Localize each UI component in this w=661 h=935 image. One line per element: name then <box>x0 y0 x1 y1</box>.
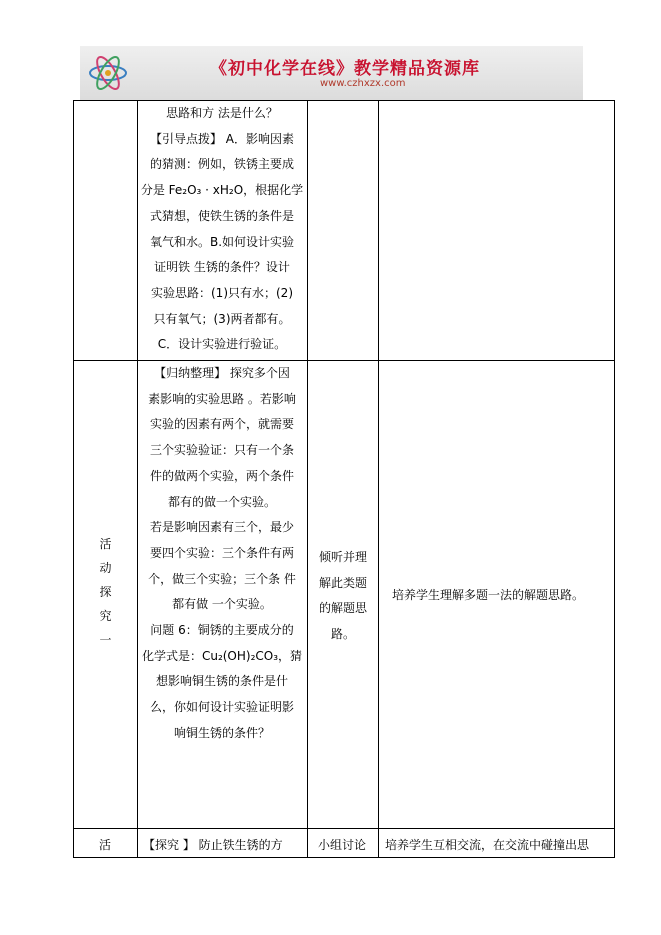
text-line: 么，你如何设计实验证明影 <box>149 700 294 715</box>
table-border-bottom <box>73 857 615 858</box>
text-line: 化学式是：Cu₂(OH)₂CO₃，猜 <box>141 648 303 663</box>
row3-design-intent: 培养学生互相交流，在交流中碰撞出思 <box>385 838 590 852</box>
row3-activity-text: 【探究 】 防止铁生锈的方 <box>143 838 283 852</box>
text-line: 三个实验验证：只有一个条 <box>149 443 294 458</box>
table-border-left <box>73 100 74 858</box>
banner-title: 《初中化学在线》教学精品资源库 <box>210 59 480 79</box>
header-banner <box>80 46 583 100</box>
text-line: C．设计实验进行验证。 <box>157 337 287 352</box>
text-line: 问题 6：铜锈的主要成分的 <box>150 623 294 638</box>
row-divider-2 <box>73 828 615 829</box>
text-line: 想影响铜生锈的条件是什 <box>155 674 288 689</box>
text-line: 证明铁 生锈的条件？设计 <box>154 260 290 275</box>
column-divider-3 <box>378 100 379 858</box>
text-line: 个，做三个实验；三个条 件 <box>148 571 296 586</box>
label-char: 一 <box>99 633 112 647</box>
text-line: 若是影响因素有三个，最少 <box>149 520 294 535</box>
text-line: 倾听并理 <box>318 550 367 564</box>
column-divider-2 <box>307 100 308 858</box>
row2-activity-text <box>139 361 305 747</box>
text-line: 【引导点拨】 A．影响因素 <box>149 131 295 146</box>
text-line: 思路和方 法是什么？ <box>166 106 278 120</box>
text-line: 都有的做一个实验。 <box>167 494 276 509</box>
text-line: 氧气和水。B.如何设计实验 <box>149 234 295 249</box>
text-line: 分是 Fe₂O₃ · xH₂O，根据化学 <box>140 183 304 198</box>
banner-url: www.czhxzx.com <box>320 78 406 89</box>
text-line: 式猜想，使铁生锈的条件是 <box>149 208 294 223</box>
text-line: 的猜测：例如，铁锈主要成 <box>149 157 294 172</box>
text-line: 素影响的实验思路 。若影响 <box>148 391 296 406</box>
text-line: 【归纳整理】 探究多个因 <box>154 366 290 380</box>
text-line: 要四个实验：三个条件有两 <box>149 545 294 560</box>
text-line: 实验思路：(1)只有水；(2) <box>151 285 293 300</box>
column-divider-1 <box>137 100 138 858</box>
text-line: 只有氧气；(3)两者都有。 <box>153 311 291 326</box>
label-char: 活 <box>99 537 112 551</box>
row2-stage-label <box>74 532 137 652</box>
text-line: 件的做两个实验，两个条件 <box>149 468 294 483</box>
table-border-right <box>614 100 615 858</box>
row2-student-activity <box>308 545 378 648</box>
text-line: 都有做 一个实验。 <box>172 597 272 612</box>
row3-student-activity: 小组讨论 <box>318 838 367 852</box>
text-line: 路。 <box>330 627 355 642</box>
row3-stage-label: 活 <box>99 838 112 852</box>
label-char: 探 <box>99 585 112 599</box>
label-char: 究 <box>99 609 112 623</box>
row2-design-intent: 培养学生理解多题一法的解题思路。 <box>392 588 585 602</box>
label-char: 动 <box>99 561 112 575</box>
text-line: 实验的因素有两个，就需要 <box>149 417 294 432</box>
row1-activity-text <box>139 101 305 358</box>
text-line: 的解题思 <box>318 601 367 616</box>
text-line: 解此类题 <box>318 575 367 590</box>
atom-logo-icon <box>86 52 130 94</box>
text-line: 响铜生锈的条件？ <box>173 725 270 740</box>
